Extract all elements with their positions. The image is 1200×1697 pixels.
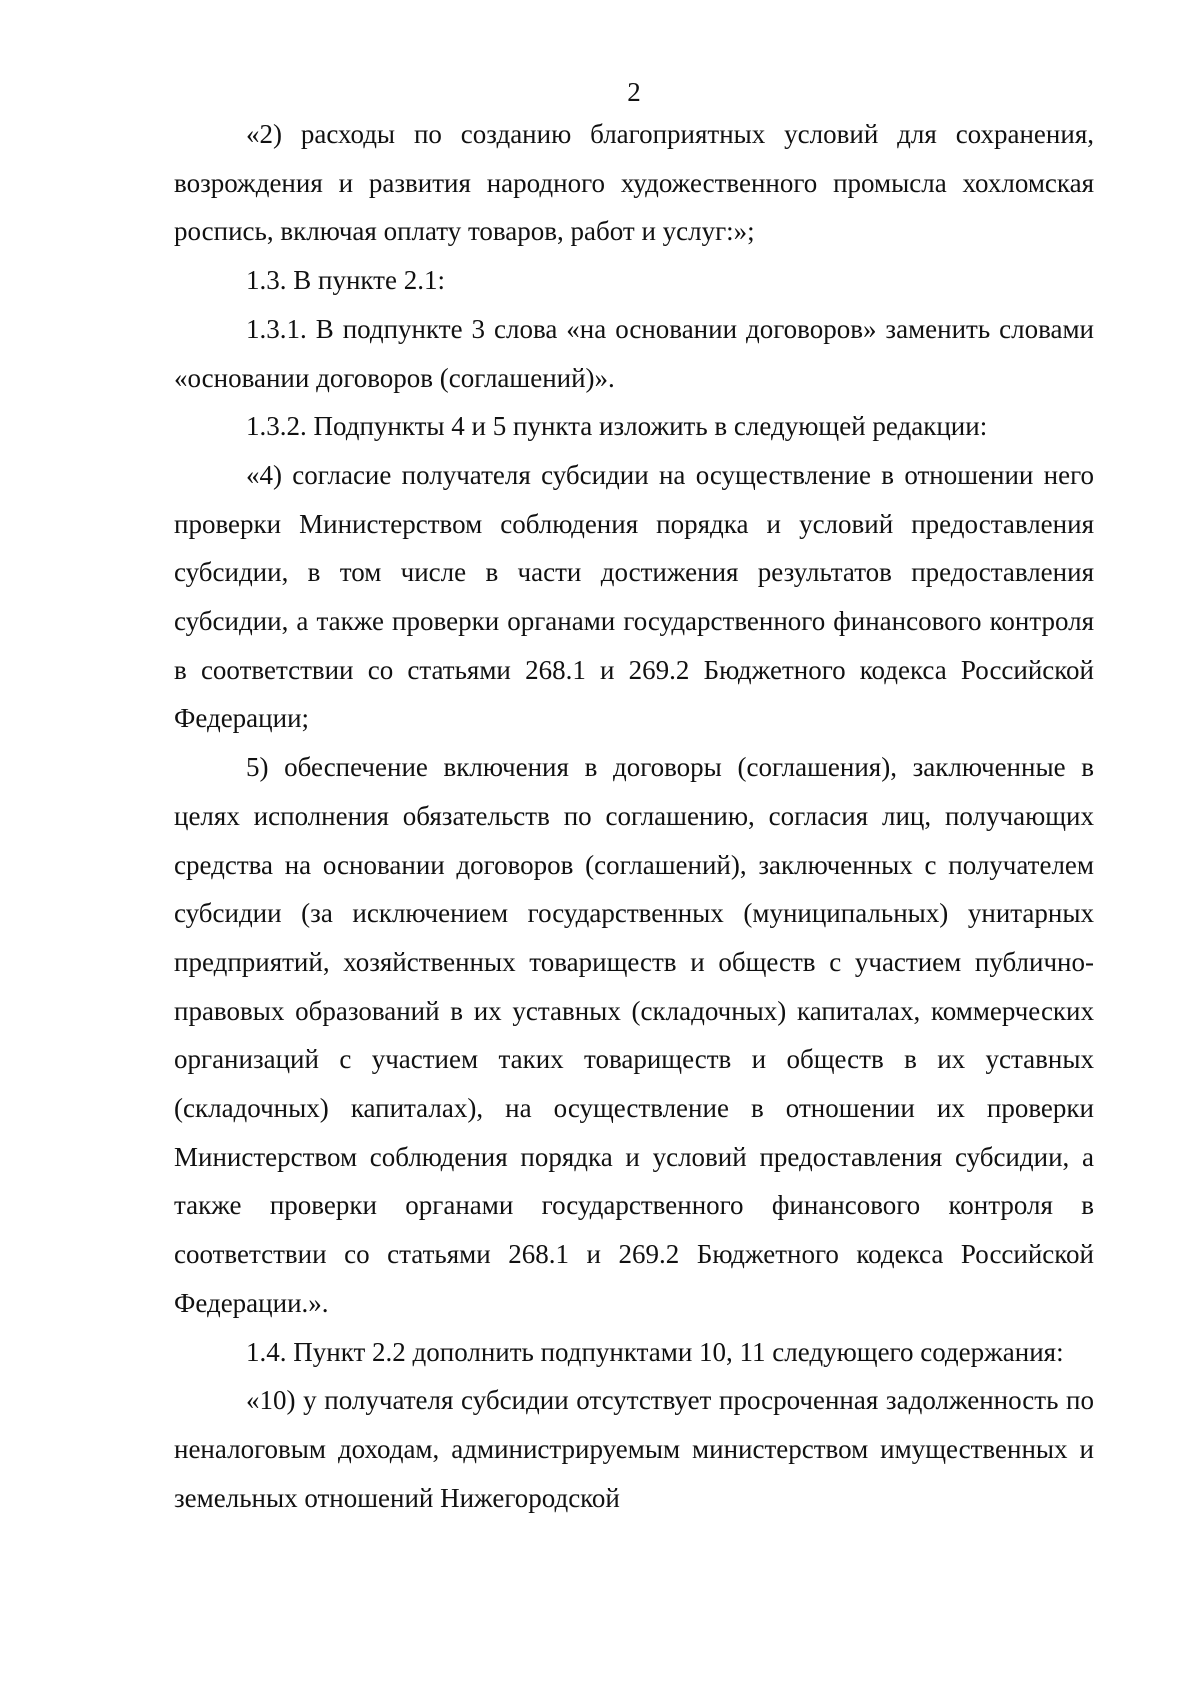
paragraph-1-3-2: 1.3.2. Подпункты 4 и 5 пункта изложить в следующей редакции:	[246, 411, 988, 442]
page-number: 2	[627, 77, 641, 107]
paragraph-subitem-5: 5) обеспечение включения в договоры (соглашения), заключенные в целях исполнения обязательств по соглашению, согласия лиц, получающих средства на основании договоров (соглашений), заключенных с получателем субсидии (за исключением государственных (муниципальных) унитарных предприятий, хозяйственных товариществ и обществ с участием публично-правовых образований в их уставных (складочных) капиталах, коммерческих организаций с участием таких товариществ и обществ в их уставных (складочных) капиталах), на осуществление в отношении их проверки Министерством соблюдения порядка и условий предоставления субсидии, а также проверки органами государственного финансового контроля в соответствии со статьями 268.1 и 269.2 Бюджетного кодекса Российской Федерации.».	[174, 752, 1094, 1318]
paragraph-subitem-4: «4) согласие получателя субсидии на осуществление в отношении него проверки Министерством соблюдения порядка и условий предоставления субсидии, в том числе в части достижения результатов предоставления субсидии, а также проверки органами государственного финансового контроля в соответствии со статьями 268.1 и 269.2 Бюджетного кодекса Российской Федерации;	[174, 459, 1094, 734]
document-body	[174, 110, 1094, 1522]
paragraph-1-3-1: 1.3.1. В подпункте 3 слова «на основании договоров» заменить словами «основании договоров (соглашений)».	[174, 313, 1094, 393]
paragraph-1-4: 1.4. Пункт 2.2 дополнить подпунктами 10, 11 следующего содержания:	[246, 1336, 1064, 1367]
paragraph-1-3: 1.3. В пункте 2.1:	[246, 265, 445, 296]
paragraph-expenses-definition: «2) расходы по созданию благоприятных условий для сохранения, возрождения и развития народного художественного промысла хохломская роспись, включая оплату товаров, работ и услуг:»;	[174, 119, 1094, 247]
paragraph-subitem-10: «10) у получателя субсидии отсутствует просроченная задолженность по неналоговым доходам, администрируемым министерством имущественных и земельных отношений Нижегородской	[174, 1385, 1094, 1513]
